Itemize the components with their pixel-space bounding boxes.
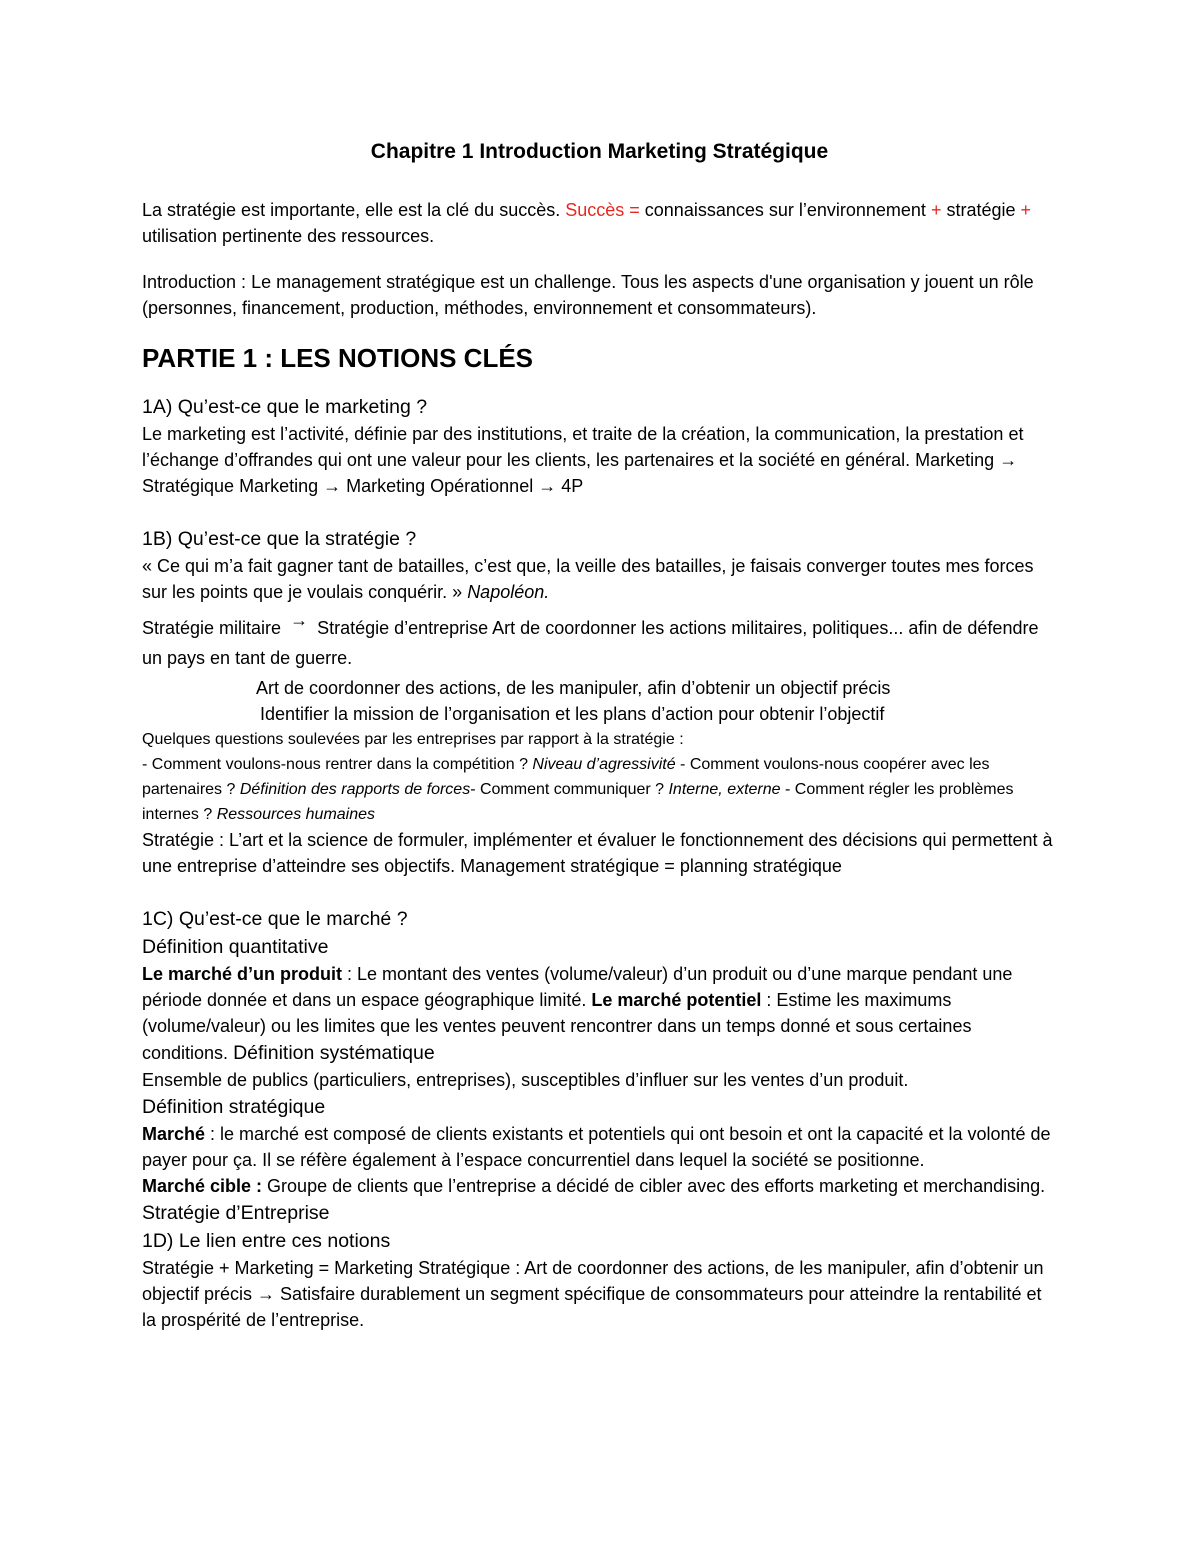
section-1d-heading: 1D) Le lien entre ces notions [142, 1230, 391, 1252]
quote-author: Napoléon. [467, 582, 550, 602]
section-1b-heading: 1B) Qu’est-ce que la stratégie ? [142, 528, 417, 550]
question-1-answer: Niveau d’agressivité [532, 756, 676, 773]
definition-quantitative-heading: Définition quantitative [142, 936, 329, 958]
napoleon-quote [142, 553, 1057, 605]
marche-cible-text: Groupe de clients que l’entreprise a décidé de cibler avec des efforts marketing et merchandising. [262, 1176, 1046, 1196]
questions-intro: Quelques questions soulevées par les entreprises par rapport à la stratégie : [142, 731, 684, 748]
intro-paragraph [142, 197, 1057, 249]
marche-potentiel-label: Le marché potentiel [591, 990, 762, 1010]
intro-text-a: La stratégie est importante, elle est la clé du succès. [142, 200, 566, 220]
question-3: - Comment communiquer ? [470, 781, 669, 798]
quote-text: « Ce qui m’a fait gagner tant de batailles, c’est que, la veille des batailles, je faisais converger toutes mes forces sur les points que je voulais conquérir. » [142, 556, 1034, 602]
definition-line-1: Art de coordonner des actions, de les manipuler, afin d’obtenir un objectif précis [256, 678, 891, 698]
question-4-answer: Ressources humaines [216, 806, 376, 823]
intro-text-d: stratégie [941, 200, 1021, 220]
section-1a-heading: 1A) Qu’est-ce que le marketing ? [142, 396, 428, 418]
document-content [142, 140, 1057, 1333]
question-3-answer: Interne, externe [668, 781, 781, 798]
intro-text-e: utilisation pertinente des ressources. [142, 226, 435, 246]
question-4: - Comment régler les problèmes internes ? [142, 781, 1014, 823]
plus-sign: + [930, 200, 942, 220]
section-1a-body: Le marketing est l’activité, définie par des institutions, et traite de la création, la communication, la prestation et l’échange d’offrandes qui ont une valeur pour les clients, les partenaires et la société en général. Marketing → Stratégique Marketing → Marketing Opérationnel → 4P [142, 424, 1024, 496]
marche-paragraph [142, 1121, 1057, 1173]
questions-list [142, 752, 1057, 827]
question-2: - Comment voulons-nous coopérer avec les partenaires ? [142, 756, 990, 798]
definition-line-2: Identifier la mission de l’organisation et les plans d’action pour obtenir l’objectif [260, 704, 885, 724]
section-1d-body: Stratégie + Marketing = Marketing Stratégique : Art de coordonner des actions, de les manipuler, afin d’obtenir un objectif précis → Satisfaire durablement un segment spécifique de consommateurs pour atteindre la rentabilité et la prospérité de l’entreprise. [142, 1258, 1044, 1330]
question-2-answer: Définition des rapports de forces [239, 781, 471, 798]
marche-produit-label: Le marché d’un produit [142, 964, 343, 984]
marche-potentiel-text: : Estime les maximums (volume/valeur) ou les limites que les ventes peuvent rencontrer dans un temps donné et sous certaines conditions. [142, 990, 972, 1063]
strategie-definition: Stratégie : L’art et la science de formuler, implémenter et évaluer le fonctionnement des décisions qui permettent à une entreprise d’atteindre ses objectifs. Management stratégique = planning stratégique [142, 830, 1053, 876]
marche-cible-label: Marché cible : [142, 1176, 263, 1196]
intro-text-c: connaissances sur l’environnement [639, 200, 931, 220]
introduction-paragraph: Introduction : Le management stratégique est un challenge. Tous les aspects d'une organisation y jouent un rôle (personnes, financement, production, méthodes, environnement et consommateurs). [142, 272, 1034, 318]
systematique-text: Ensemble de publics (particuliers, entreprises), susceptibles d’influer sur les ventes d’un produit. [142, 1070, 909, 1090]
definition-systematique-heading: Définition systématique [233, 1042, 435, 1064]
definition-strategique-heading: Définition stratégique [142, 1096, 326, 1118]
question-1: - Comment voulons-nous rentrer dans la compétition ? [142, 756, 533, 773]
strategie-militaire [142, 610, 1057, 673]
marche-cible-paragraph [142, 1173, 1057, 1199]
document-title: Chapitre 1 Introduction Marketing Stratégique [370, 140, 829, 163]
marche-produit-paragraph [142, 961, 1057, 1067]
success-equation: Succès = [565, 200, 640, 220]
strat-mil-definition: Stratégie d’entreprise Art de coordonner les actions militaires, politiques... afin de défendre un pays en tant de guerre. [142, 618, 1039, 668]
partie-1-heading: PARTIE 1 : LES NOTIONS CLÉS [142, 343, 534, 373]
marche-text: : le marché est composé de clients existants et potentiels qui ont besoin et ont la capacité et la volonté de payer pour ça. Il se réfère également à l’espace concurrentiel dans lequel la société se positionne. [142, 1124, 1051, 1170]
section-1c-heading: 1C) Qu’est-ce que le marché ? [142, 908, 408, 930]
plus-sign: + [1020, 200, 1032, 220]
strategie-entreprise-heading: Stratégie d’Entreprise [142, 1202, 330, 1224]
marche-produit-text: : Le montant des ventes (volume/valeur) d’un produit ou d’une marque pendant une période donnée et dans un espace géographique limité. [142, 964, 1013, 1010]
strat-mil-text: Stratégie militaire [142, 618, 287, 638]
arrow-icon: → [290, 610, 309, 630]
marche-label: Marché [142, 1124, 206, 1144]
